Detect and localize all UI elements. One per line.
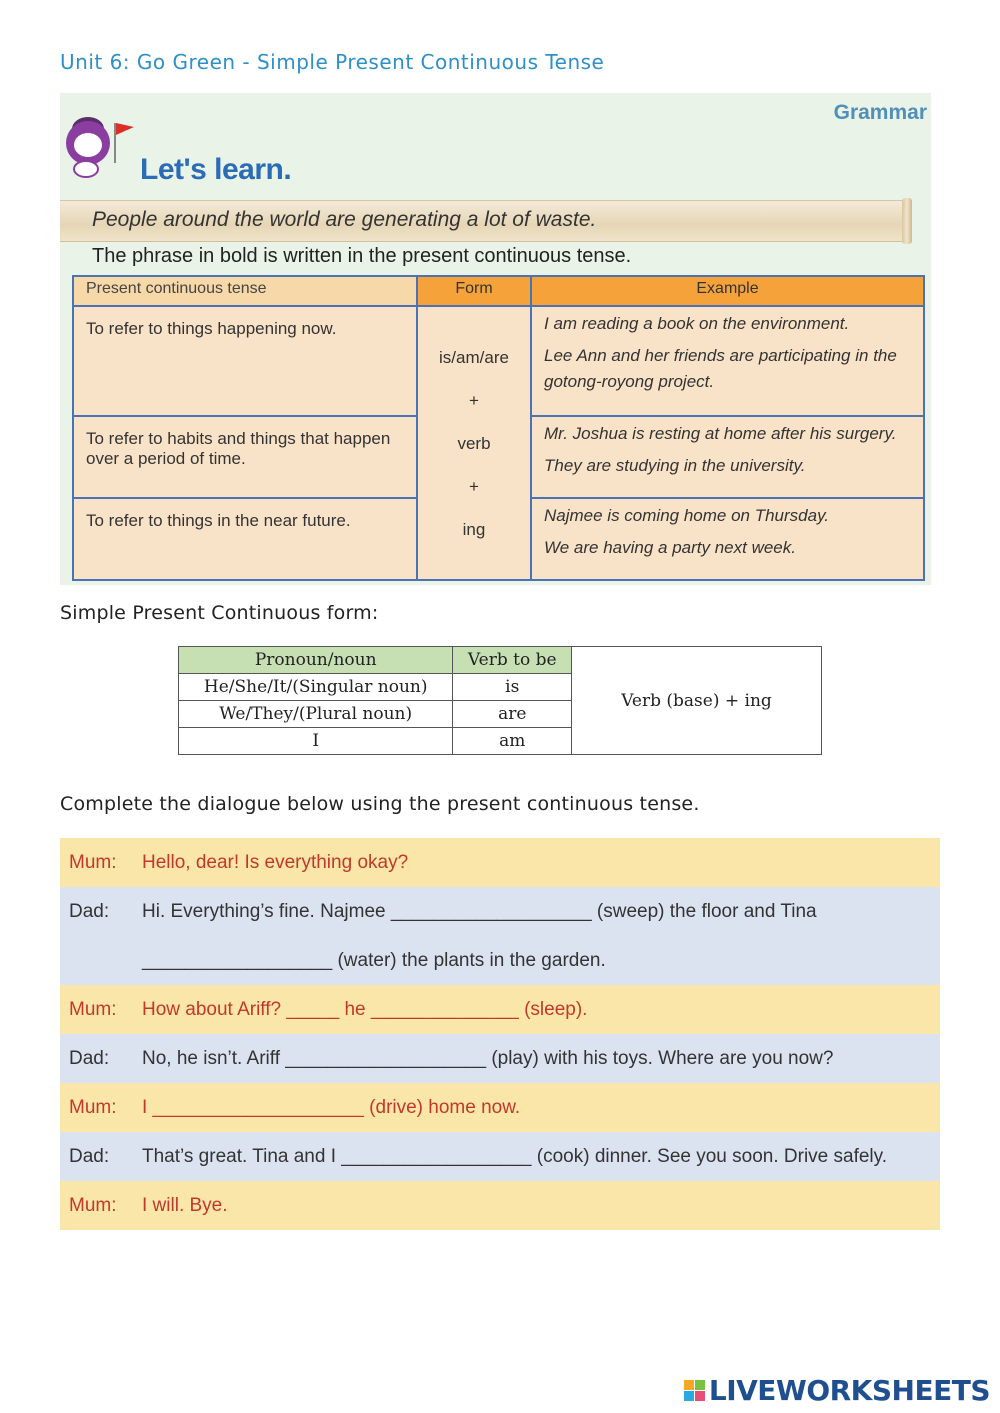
phrase-note: The phrase in bold is written in the present continuous tense. [92, 245, 632, 267]
speaker: Mum: [69, 1195, 117, 1216]
pronoun-cell: We/They/(Plural noun) [179, 701, 453, 728]
dialogue-line [60, 1181, 940, 1230]
example-sentence: Lee Ann and her friends are participating in the gotong-royong project. [544, 346, 897, 391]
header-pronoun: Pronoun/noun [179, 647, 453, 674]
exercise-instruction: Complete the dialogue below using the present continuous tense. [60, 793, 700, 815]
form-heading: Simple Present Continuous form: [60, 602, 379, 624]
mascot-icon [62, 111, 152, 191]
line-text: I will. Bye. [142, 1195, 228, 1216]
scroll-sentence: People around the world are generating a lot of waste. [92, 208, 597, 231]
verb-cell: am [453, 728, 572, 755]
use-now: To refer to things happening now. [73, 306, 417, 416]
examples-now [531, 306, 924, 416]
line-text: Hello, dear! Is everything okay? [142, 852, 409, 873]
speaker: Mum: [69, 852, 117, 873]
line-text[interactable]: How about Ariff? _____ he ______________ (sleep). [142, 999, 588, 1020]
header-present-continuous: Present continuous tense [73, 276, 417, 306]
example-sentence: I am reading a book on the environment. [544, 314, 850, 333]
dialogue-line [60, 1132, 940, 1181]
verb-cell: are [453, 701, 572, 728]
pronoun-cell: He/She/It/(Singular noun) [179, 674, 453, 701]
example-sentence: They are studying in the university. [544, 456, 806, 476]
form-part: ing [462, 519, 486, 539]
example-sentence: Mr. Joshua is resting at home after his surgery. [544, 424, 897, 444]
use-future: To refer to things in the near future. [73, 498, 417, 580]
form-part: + [469, 390, 479, 410]
use-habits: To refer to habits and things that happen over a period of time. [73, 416, 417, 498]
line-text[interactable]: I ____________________ (drive) home now. [142, 1097, 521, 1118]
liveworksheets-logo [684, 1374, 990, 1407]
line-text[interactable]: That’s great. Tina and I __________________ (cook) dinner. See you soon. Drive safely. [142, 1146, 888, 1167]
dialogue [60, 838, 940, 1230]
header-form: Form [417, 276, 531, 306]
dialogue-line [60, 985, 940, 1034]
grammar-tag: Grammar [833, 101, 927, 124]
dialogue-line [60, 838, 940, 887]
pronoun-cell: I [179, 728, 453, 755]
speaker: Mum: [69, 1097, 117, 1118]
verb-rule: Verb (base) + ing [572, 647, 822, 755]
form-part: is/am/are [439, 347, 509, 367]
dialogue-line [60, 887, 940, 985]
grammar-box [60, 93, 931, 585]
speaker: Mum: [69, 999, 117, 1020]
form-table [178, 646, 822, 755]
header-example: Example [531, 276, 924, 306]
example-sentence: We are having a party next week. [544, 538, 796, 558]
form-part: verb [457, 433, 491, 453]
unit-title: Unit 6: Go Green - Simple Present Continuous Tense [60, 50, 605, 74]
examples-future [531, 498, 924, 580]
verb-cell: is [453, 674, 572, 701]
speaker: Dad: [69, 901, 110, 922]
lets-learn-heading: Let's learn. [140, 153, 292, 186]
liveworksheets-icon [684, 1380, 705, 1401]
form-cell [417, 306, 531, 580]
line-text[interactable]: No, he isn’t. Ariff ___________________ (play) with his toys. Where are you now? [142, 1048, 834, 1069]
dialogue-line [60, 1034, 940, 1083]
form-part: + [469, 476, 479, 496]
examples-habits [531, 416, 924, 498]
speaker: Dad: [69, 1048, 110, 1069]
scroll-banner [60, 200, 906, 242]
line-text[interactable]: Hi. Everything’s fine. Najmee ___________________ (sweep) the floor and Tina __________________ (water) the plants in the garden. [142, 901, 817, 971]
example-sentence: Najmee is coming home on Thursday. [544, 506, 830, 526]
grammar-table [72, 275, 925, 581]
dialogue-line [60, 1083, 940, 1132]
speaker: Dad: [69, 1146, 110, 1167]
header-verb-to-be: Verb to be [453, 647, 572, 674]
brand-name: LIVEWORKSHEETS [708, 1374, 990, 1407]
